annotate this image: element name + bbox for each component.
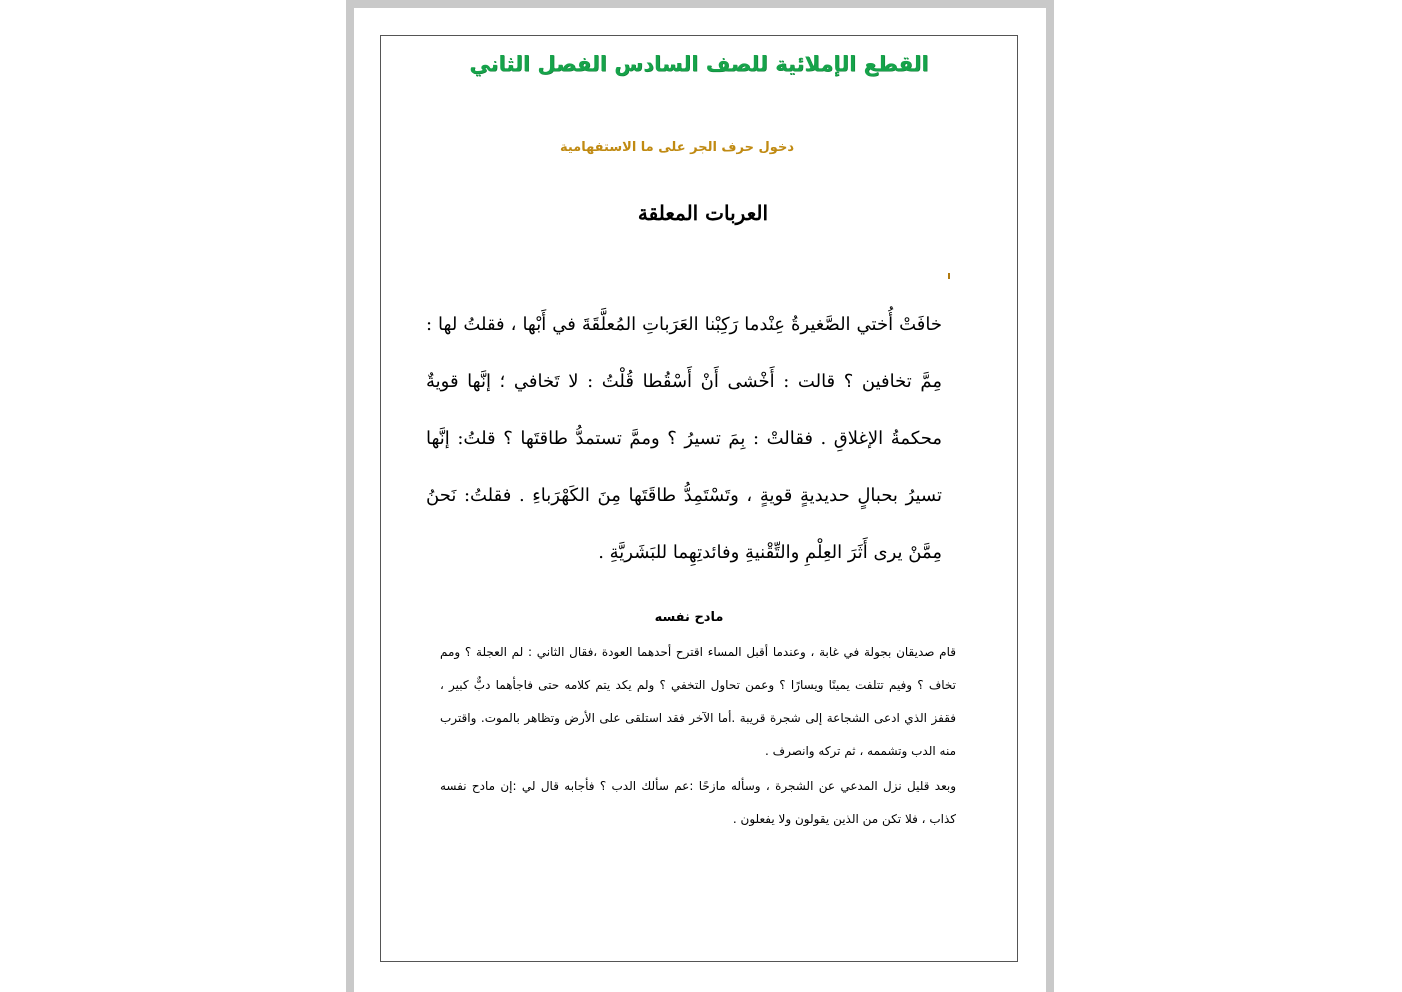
lesson-topic: دخول حرف الجر على ما الاستفهامية [559,140,794,155]
passage2-paragraph-1: قام صديقان بجولة في غابة ، وعندما أقبل المساء اقترح أحدهما العودة ،فقال الثاني : لم العجلة ؟ ومم تخاف ؟ وفيم تتلفت يمينًا ويسارًا ؟ وعمن تحاول التخفي ؟ ولم يكد يتم كلامه حتى فاجأهما دبٌّ كبير ، فقفز الذي ادعى الشجاعة إلى شجرة قريبة .أما الآخر فقد استلقى على الأرض وتظاهر بالموت. واقترب منه الدب وتشممه ، ثم تركه وانصرف . [440,645,956,758]
document-page [354,8,1046,992]
passage2-paragraph-2: وبعد قليل نزل المدعي عن الشجرة ، وسأله مازحًا :عم سألك الدب ؟ فأجابه قال لي :إن مادح نفسه كذاب ، فلا تكن من الذين يقولون ولا يفعلون . [440,779,956,826]
passage2-title: مادح نفسه [654,610,724,625]
passage1-title: العربات المعلقة [637,201,768,225]
page-shell [346,0,1054,992]
passage1-text: خافَتْ أُختي الصَّغيرةُ عِنْدما رَكِبْنا العَرَباتِ المُعلَّقَةَ في أَبْها ، فقلتُ لها : مِمَّ تخافين ؟ قالت : أَخْشى أَنْ أَسْقُطا قُلْتُ : لا تَخافي ؛ إنَّها قويةٌ محكمةُ الإغلاقِ . فقالتْ : بِمَ تسيرُ ؟ وممَّ تستمدُّ طاقتَها ؟ قلتُ: إنَّها تسيرُ بحبالٍ حديديةٍ قويةٍ ، وتَسْتَمِدُّ طاقَتَها مِنَ الكَهْرَباءِ . فقلتُ: نَحنُ مِمَّنْ يرى أَثَرَ العِلْمِ والتِّقْنيةِ وفائدتِهِما للبَشَريَّةِ . [426,314,942,563]
decorative-mark [948,273,950,279]
document-title: القطع الإملائية للصف السادس الفصل الثاني [469,52,929,76]
